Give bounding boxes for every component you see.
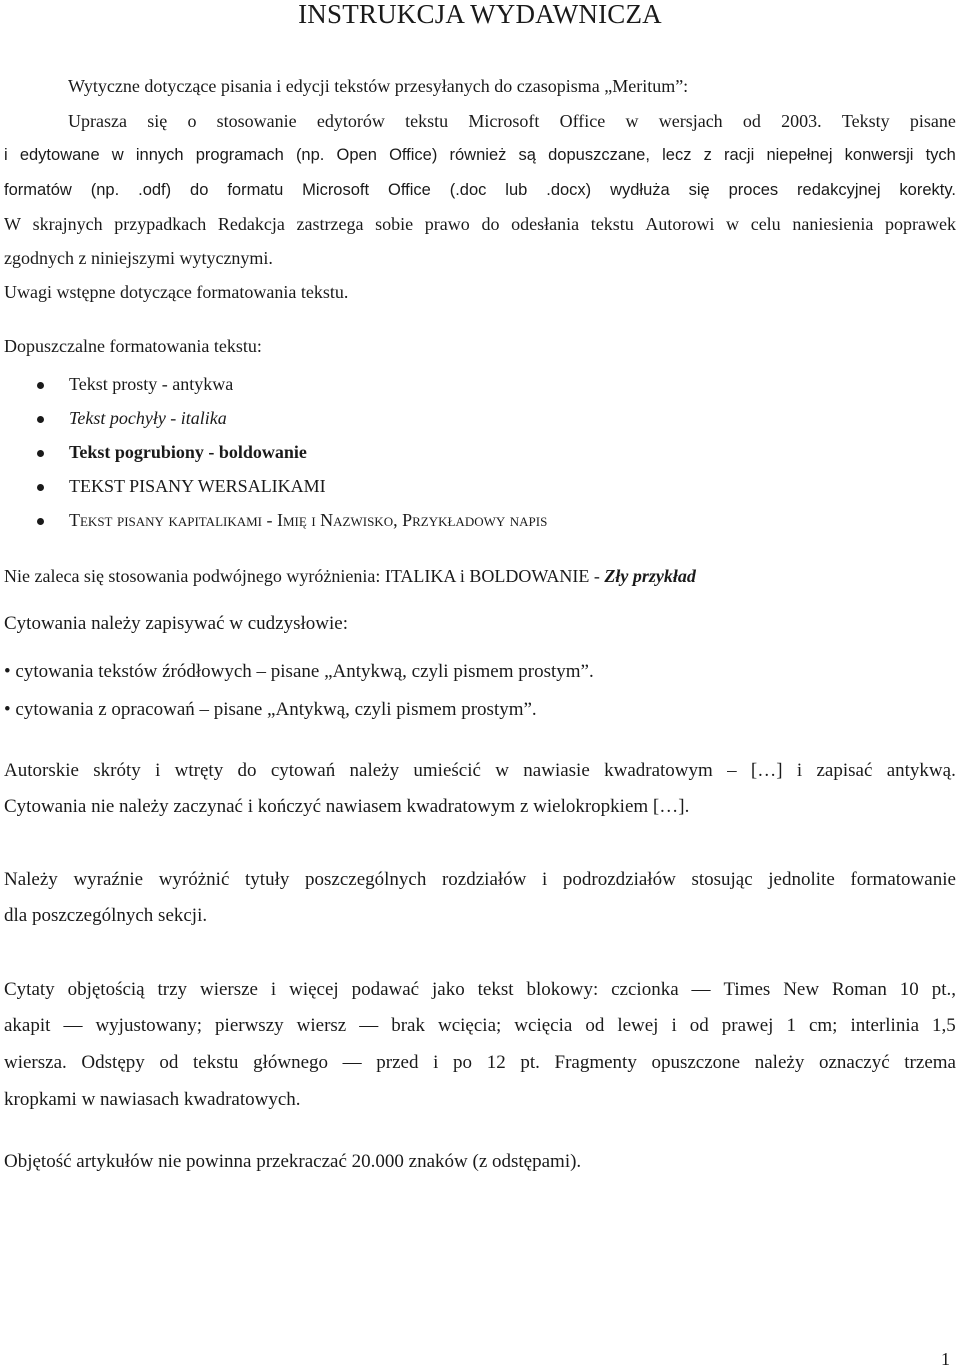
word: wyróżnić [158, 869, 230, 890]
bullet-dot [37, 484, 44, 491]
word: poszczególnych [305, 869, 427, 890]
cytaty-line2 [4, 1015, 956, 1037]
word: wcięcia [514, 1015, 573, 1036]
word: — [359, 1015, 379, 1036]
skroty-line1 [4, 760, 956, 782]
tytuly-line2: dla poszczególnych sekcji. [4, 905, 208, 926]
citation-rule: • cytowania tekstów źródłowych – pisane „Antykwą, czyli pismem prostym”. [4, 661, 594, 682]
word: formatowanie [850, 869, 956, 890]
word: poprawek [884, 214, 956, 234]
word: Odstępy [81, 1052, 145, 1073]
word: przypadkach [114, 214, 207, 234]
word: Uprasza [68, 111, 127, 131]
word: (.doc [449, 181, 487, 199]
word: oznaczyć [818, 1052, 890, 1073]
word: cytowań [270, 760, 336, 781]
word: o [187, 111, 197, 131]
word: nawiasie [523, 760, 590, 781]
word: .odf) [138, 181, 172, 199]
word: tekstu [193, 1052, 239, 1073]
word: odesłania [511, 214, 580, 234]
word: i [155, 760, 161, 781]
bullet-dot [37, 518, 44, 525]
warning-line [4, 566, 956, 587]
word: przed [376, 1052, 419, 1073]
word: — [342, 1052, 362, 1073]
word: w [726, 214, 740, 234]
list-item: Tekst pochyły - italika [69, 408, 227, 428]
word: prawo [424, 214, 470, 234]
word: są [518, 146, 536, 164]
word: Open [336, 146, 377, 164]
cytaty-line1 [4, 979, 956, 1001]
word: antykwą. [886, 760, 956, 781]
skroty-line2: Cytowania nie należy zaczynać i kończyć nawiasem kwadratowym z wielokropkiem […]. [4, 796, 690, 817]
word: proces [728, 181, 779, 199]
word: interlinia [850, 1015, 920, 1036]
word: i [671, 1015, 677, 1036]
word: od [585, 1015, 605, 1036]
word: skróty [93, 760, 141, 781]
word: do [190, 181, 209, 199]
word: wtręty [174, 760, 224, 781]
word: się [688, 181, 710, 199]
word: blokowy: [526, 979, 599, 1000]
word: Teksty [841, 111, 890, 131]
word: programach [195, 146, 284, 164]
bullet-dot [37, 382, 44, 389]
word: podrozdziałów [562, 869, 676, 890]
word: po [453, 1052, 473, 1073]
word: wersjach [658, 111, 723, 131]
word: objętością [67, 979, 145, 1000]
word: zastrzega [296, 214, 364, 234]
word: lewej [617, 1015, 659, 1036]
para1-line3 [4, 181, 956, 200]
word: .docx) [546, 181, 592, 199]
word: pt., [931, 979, 956, 1000]
para1-line1 [68, 111, 956, 132]
word: trzy [157, 979, 188, 1000]
word: konwersji [844, 146, 914, 164]
word: tekstu [405, 111, 449, 131]
word: Fragmenty [554, 1052, 637, 1073]
word: więcej [289, 979, 339, 1000]
word: — [63, 1015, 83, 1036]
word: rozdziałów [441, 869, 527, 890]
word: do [481, 214, 500, 234]
word: i [796, 760, 803, 781]
word: Autorowi [645, 214, 715, 234]
word: pisane [909, 111, 956, 131]
word: w [111, 146, 124, 164]
cytaty-line4: kropkami w nawiasach kwadratowych. [4, 1089, 301, 1110]
word: Office [559, 111, 606, 131]
intro-line: Wytyczne dotyczące pisania i edycji tekstów przesyłanych do czasopisma „Meritum”: [68, 76, 689, 96]
word: redakcyjnej [797, 181, 881, 199]
word: lub [505, 181, 528, 199]
word: innych [135, 146, 184, 164]
word: podawać [351, 979, 420, 1000]
word: tekst [477, 979, 514, 1000]
word: 2003. [781, 111, 822, 131]
word: należy [754, 1052, 805, 1073]
citation-rule: • cytowania z opracowań – pisane „Antykwą, czyli pismem prostym”. [4, 699, 537, 720]
word: 1,5 [932, 1015, 956, 1036]
word: należy [349, 760, 400, 781]
objetosc-line: Objętość artykułów nie powinna przekraczać 20.000 znaków (z odstępami). [4, 1151, 582, 1172]
word: niepełnej [766, 146, 833, 164]
word: wcięcia; [438, 1015, 502, 1036]
para1-line2 [4, 146, 956, 165]
word: 10 [899, 979, 919, 1000]
word: się [147, 111, 168, 131]
word: W [4, 214, 21, 234]
word: cm; [808, 1015, 838, 1036]
word: Redakcja [217, 214, 285, 234]
word: brak [391, 1015, 425, 1036]
page-number: 1 [941, 1349, 950, 1369]
word: — [691, 979, 711, 1000]
word: (np. [90, 181, 120, 199]
citations-heading: Cytowania należy zapisywać w cudzysłowie: [4, 613, 348, 634]
word: celu [750, 214, 781, 234]
word: Należy [4, 869, 58, 890]
word: kwadratowym [604, 760, 713, 781]
word: – [727, 760, 737, 781]
word: wydłuża [610, 181, 670, 199]
word: i [433, 1052, 439, 1073]
word: racji [724, 146, 755, 164]
word: umieścić [413, 760, 481, 781]
word: głównego [253, 1052, 328, 1073]
word: od [689, 1015, 709, 1036]
word: czcionka [611, 979, 679, 1000]
word: jednolite [768, 869, 835, 890]
word: wiersze [199, 979, 258, 1000]
word: lecz [662, 146, 692, 164]
word: wyjustowany; [95, 1015, 203, 1036]
word: formatu [227, 181, 284, 199]
word: i [542, 869, 548, 890]
word: tekstu [590, 214, 634, 234]
warning-text: Nie zaleca się stosowania podwójnego wyróżnienia: ITALIKA i BOLDOWANIE - [4, 566, 605, 586]
word: Roman [831, 979, 887, 1000]
word: Autorskie [4, 760, 79, 781]
word: formatów [4, 181, 72, 199]
word: edytorów [316, 111, 385, 131]
word: Microsoft [468, 111, 540, 131]
word: i [270, 979, 277, 1000]
word: wiersza. [4, 1052, 67, 1073]
word: stosując [691, 869, 753, 890]
word: (np. [295, 146, 325, 164]
bullet-dot [37, 450, 44, 457]
word: wiersz [296, 1015, 347, 1036]
word: naniesienia [792, 214, 874, 234]
word: zapisać [816, 760, 873, 781]
word: 12 [486, 1052, 506, 1073]
para2-line1 [4, 214, 956, 235]
cytaty-line3 [4, 1052, 956, 1074]
word: prawej [721, 1015, 774, 1036]
list-item: TEKST PISANY WERSALIKAMI [69, 476, 326, 496]
para2-line2: zgodnych z niniejszymi wytycznymi. [4, 248, 273, 268]
page-title: INSTRUKCJA WYDAWNICZA [298, 0, 662, 29]
word: Office [388, 181, 431, 199]
word: tych [925, 146, 956, 164]
word: do [237, 760, 257, 781]
list-item: Tekst pisany kapitalikami - Imię i Nazwisko, Przykładowy napis [69, 510, 548, 530]
word: Cytaty [4, 979, 55, 1000]
word: 1 [786, 1015, 796, 1036]
dopuszczalne-heading: Dopuszczalne formatowania tekstu: [4, 336, 262, 356]
uwagi-line: Uwagi wstępne dotyczące formatowania tekstu. [4, 282, 349, 302]
word: tytuły [245, 869, 290, 890]
word: jako [432, 979, 465, 1000]
list-item: Tekst pogrubiony - boldowanie [69, 442, 307, 462]
word: i [4, 146, 8, 164]
word: opuszczone [651, 1052, 741, 1073]
word: skrajnych [32, 214, 103, 234]
word: sobie [375, 214, 414, 234]
word: korekty. [899, 181, 956, 199]
word: […] [750, 760, 783, 781]
word: dopuszczane, [548, 146, 650, 164]
word: wyraźnie [73, 869, 144, 890]
tytuly-line1 [4, 869, 956, 891]
word: pt. [520, 1052, 540, 1073]
word: od [742, 111, 761, 131]
word: również [449, 146, 507, 164]
word: z [703, 146, 712, 164]
word: New [783, 979, 820, 1000]
word: w [625, 111, 639, 131]
word: edytowane [19, 146, 100, 164]
warning-emphasis: Zły przykład [604, 566, 696, 586]
bullet-dot [37, 416, 44, 423]
word: Times [723, 979, 771, 1000]
word: Office) [389, 146, 438, 164]
word: trzema [904, 1052, 956, 1073]
word: od [159, 1052, 179, 1073]
word: pierwszy [215, 1015, 284, 1036]
list-item: Tekst prosty - antykwa [69, 374, 234, 394]
word: Microsoft [302, 181, 370, 199]
word: w [495, 760, 509, 781]
word: akapit [4, 1015, 51, 1036]
word: stosowanie [216, 111, 297, 131]
